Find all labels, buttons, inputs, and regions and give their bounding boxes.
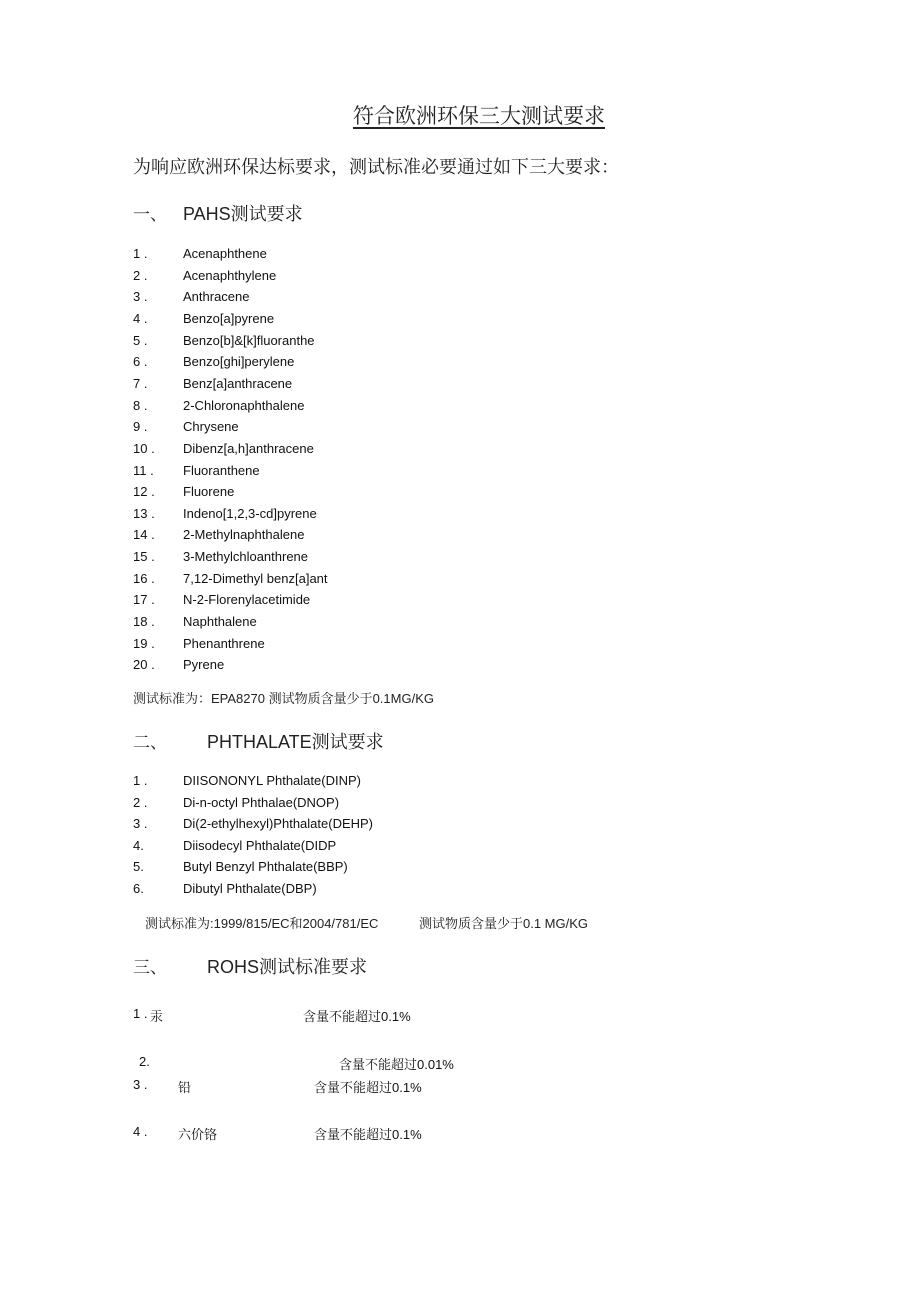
pahs-item-name: Benzo[b]&[k]fluoranthe (183, 332, 315, 348)
section-1-number: 一、 (133, 205, 167, 225)
pahs-item-number: 7 . (133, 375, 148, 391)
phthalate-item-name: Butyl Benzyl Phthalate(BBP) (183, 859, 348, 875)
pahs-item-number: 14 . (133, 527, 155, 543)
pahs-item-number: 9 . (133, 419, 148, 435)
pahs-item-number: 4 . (133, 310, 148, 326)
pahs-item-name: Phenanthrene (183, 635, 265, 651)
pahs-item-number: 20 . (133, 657, 155, 673)
section-1-title: PAHS测试要求 (183, 204, 303, 224)
intro-text: 为响应欧洲环保达标要求，测试标准必要通过如下三大要求： (133, 157, 619, 178)
rohs-item-3-number: 3 . (133, 1077, 148, 1092)
phthalate-item-name: Diisodecyl Phthalate(DIDP (183, 837, 337, 853)
pahs-item-number: 18 . (133, 614, 155, 630)
pahs-item-name: Dibenz[a,h]anthracene (183, 440, 314, 456)
pahs-item-number: 11 . (133, 462, 154, 478)
pahs-item-name: Acenaphthylene (183, 267, 277, 283)
pahs-item-number: 6 . (133, 354, 148, 370)
pahs-item-name: Pyrene (183, 657, 225, 673)
pahs-item-number: 19 . (133, 635, 155, 651)
pahs-item-name: N-2-Florenylacetimide (183, 592, 311, 608)
pahs-item-name: Benzo[a]pyrene (183, 310, 275, 326)
phthalate-item-number: 2 . (133, 794, 148, 810)
pahs-item-number: 8 . (133, 397, 148, 413)
phthalate-item-number: 6. (133, 881, 144, 896)
pahs-item-number: 1 . (133, 246, 148, 261)
pahs-item-name: 3-Methylchloanthrene (183, 549, 309, 565)
pahs-item-name: Acenaphthene (183, 246, 267, 261)
section-2-note-limit: 测试物质含量少于0.1 MG/KG (419, 916, 589, 931)
section-2-number: 二、 (133, 733, 167, 753)
pahs-item-number: 12 . (133, 484, 155, 500)
pahs-item-number: 15 . (133, 549, 155, 565)
section-3-number: 三、 (133, 958, 167, 978)
page-title: 符合欧洲环保三大测试要求 (353, 104, 605, 128)
pahs-item-name: Naphthalene (183, 614, 257, 630)
pahs-item-name: 2-Chloronaphthalene (183, 397, 305, 413)
phthalate-item-number: 4. (133, 837, 144, 853)
pahs-item-name: 2-Methylnaphthalene (183, 527, 305, 543)
phthalate-item-number: 3 . (133, 816, 148, 832)
rohs-item-2-limit: 含量不能超过0.01% (339, 1057, 454, 1072)
pahs-item-name: Chrysene (183, 419, 239, 435)
pahs-item-name: Fluorene (183, 484, 235, 500)
pahs-item-name: Benz[a]anthracene (183, 375, 293, 391)
rohs-item-4-limit: 含量不能超过0.1% (314, 1127, 422, 1142)
rohs-item-2-number: 2. (139, 1054, 150, 1069)
phthalate-item-name: DIISONONYL Phthalate(DINP) (183, 773, 361, 788)
pahs-item-number: 3 . (133, 289, 148, 305)
phthalate-item-name: Dibutyl Phthalate(DBP) (183, 881, 317, 896)
pahs-item-name: Anthracene (183, 289, 250, 305)
section-1-note: 测试标准为：EPA8270 测试物质含量少于0.1MG/KG (133, 691, 434, 706)
pahs-item-number: 2 . (133, 267, 148, 283)
pahs-item-name: Fluoranthene (183, 462, 260, 478)
pahs-item-number: 17 . (133, 592, 155, 608)
phthalate-item-number: 1 . (133, 773, 148, 788)
rohs-item-3-limit: 含量不能超过0.1% (314, 1080, 422, 1095)
rohs-item-4-name: 六价铬 (178, 1127, 218, 1142)
pahs-item-number: 10 . (133, 440, 155, 456)
pahs-item-number: 13 . (133, 505, 155, 521)
pahs-item-name: Benzo[ghi]perylene (183, 354, 295, 370)
rohs-item-1-number: 1 . (133, 1006, 148, 1021)
phthalate-item-name: Di-n-octyl Phthalae(DNOP) (183, 794, 340, 810)
pahs-item-number: 16 . (133, 570, 155, 586)
phthalate-item-number: 5. (133, 859, 144, 875)
phthalate-item-name: Di(2-ethylhexyl)Phthalate(DEHP) (183, 816, 374, 832)
section-2-note-standard: 测试标准为:1999/815/EC和2004/781/EC (145, 916, 379, 931)
rohs-item-4-number: 4 . (133, 1124, 148, 1139)
section-3-title: ROHS测试标准要求 (207, 957, 368, 977)
rohs-item-1-name: 汞 (150, 1009, 164, 1024)
section-2-title: PHTHALATE测试要求 (207, 732, 384, 752)
pahs-item-number: 5 . (133, 332, 148, 348)
pahs-item-name: 7,12-Dimethyl benz[a]ant (183, 570, 328, 586)
rohs-item-1-limit: 含量不能超过0.1% (303, 1009, 411, 1024)
rohs-item-3-name: 铅 (178, 1080, 192, 1095)
pahs-item-name: Indeno[1,2,3-cd]pyrene (183, 505, 317, 521)
